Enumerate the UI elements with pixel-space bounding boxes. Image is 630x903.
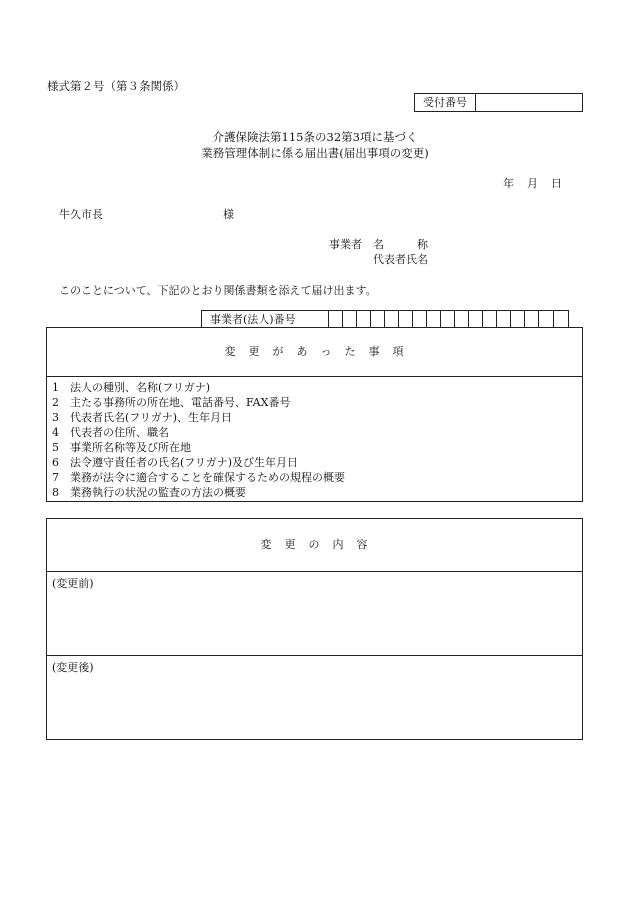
before-change-label: (変更前)	[52, 577, 94, 590]
title-line-2: 業務管理体制に係る届出書(届出事項の変更)	[201, 146, 429, 160]
changed-item	[52, 439, 191, 455]
business-number-digit[interactable]	[525, 311, 539, 328]
change-content-header: 変 更 の 内 容	[47, 519, 582, 572]
date-year: 年	[503, 177, 514, 190]
business-number-digit[interactable]	[427, 311, 441, 328]
applicant-rep-label: 代表者氏名	[373, 253, 428, 266]
statement-text: このことについて、下記のとおり関係書類を添えて届け出ます。	[59, 284, 377, 297]
business-number-digit[interactable]	[455, 311, 469, 328]
business-number-digit[interactable]	[371, 311, 385, 328]
applicant-name-label: 名 称	[373, 238, 428, 251]
business-number-digit[interactable]	[441, 311, 455, 328]
applicant-label: 事業者	[329, 238, 362, 251]
changed-item-text: 法人の種別、名称(フリガナ)	[70, 381, 211, 394]
changed-item-number: 4	[52, 426, 59, 439]
change-content-box	[46, 518, 583, 740]
changed-item-number: 6	[52, 456, 59, 469]
reception-number-field[interactable]	[476, 94, 582, 111]
before-change-field[interactable]	[47, 572, 582, 656]
changed-item-text: 業務執行の状況の監査の方法の概要	[70, 486, 246, 499]
changed-item	[52, 424, 169, 440]
changed-item-text: 主たる事務所の所在地、電話番号、FAX番号	[70, 396, 291, 409]
changed-item-number: 1	[52, 381, 59, 394]
business-number-digit[interactable]	[329, 311, 343, 328]
form-id: 様式第２号（第３条関係）	[47, 79, 185, 93]
business-number-digit[interactable]	[554, 311, 569, 328]
changed-item	[52, 409, 232, 425]
date-month: 月	[527, 177, 538, 190]
changed-item-number: 5	[52, 441, 59, 454]
business-number-digit[interactable]	[483, 311, 497, 328]
business-number-digit[interactable]	[469, 311, 483, 328]
reception-box	[414, 93, 583, 112]
business-number-digit[interactable]	[511, 311, 525, 328]
title-line-1: 介護保険法第115条の32第3項に基づく	[212, 130, 418, 144]
date-day: 日	[551, 177, 562, 190]
business-number-digit[interactable]	[497, 311, 511, 328]
after-change-field[interactable]	[47, 656, 582, 739]
changed-item	[52, 469, 345, 485]
business-number-digit[interactable]	[413, 311, 427, 328]
changed-item-number: 3	[52, 411, 59, 424]
after-change-label: (変更後)	[52, 661, 94, 674]
changed-items-header: 変 更 が あ っ た 事 項	[47, 328, 582, 377]
business-number-label: 事業者(法人)番号	[202, 311, 329, 328]
addressee-name: 牛久市長	[59, 208, 103, 221]
changed-item-text: 代表者の住所、職名	[70, 426, 169, 439]
changed-item-text: 業務が法令に適合することを確保するための規程の概要	[70, 471, 345, 484]
business-number-digit[interactable]	[399, 311, 413, 328]
changed-item	[52, 394, 290, 410]
changed-item-number: 2	[52, 396, 59, 409]
changed-item	[52, 379, 210, 395]
changed-item-text: 代表者氏名(フリガナ)、生年月日	[70, 411, 233, 424]
business-number-digit[interactable]	[357, 311, 371, 328]
reception-label: 受付番号	[415, 94, 476, 111]
business-number-digit[interactable]	[539, 311, 554, 328]
changed-item-number: 8	[52, 486, 59, 499]
changed-item-number: 7	[52, 471, 59, 484]
addressee-suffix: 様	[223, 208, 234, 221]
changed-item	[52, 484, 246, 500]
changed-item-text: 法令遵守責任者の氏名(フリガナ)及び生年月日	[70, 456, 299, 469]
changed-item	[52, 454, 298, 470]
business-number-digit[interactable]	[343, 311, 357, 328]
business-number-digit[interactable]	[385, 311, 399, 328]
changed-item-text: 事業所名称等及び所在地	[70, 441, 191, 454]
business-number-table	[201, 310, 569, 328]
